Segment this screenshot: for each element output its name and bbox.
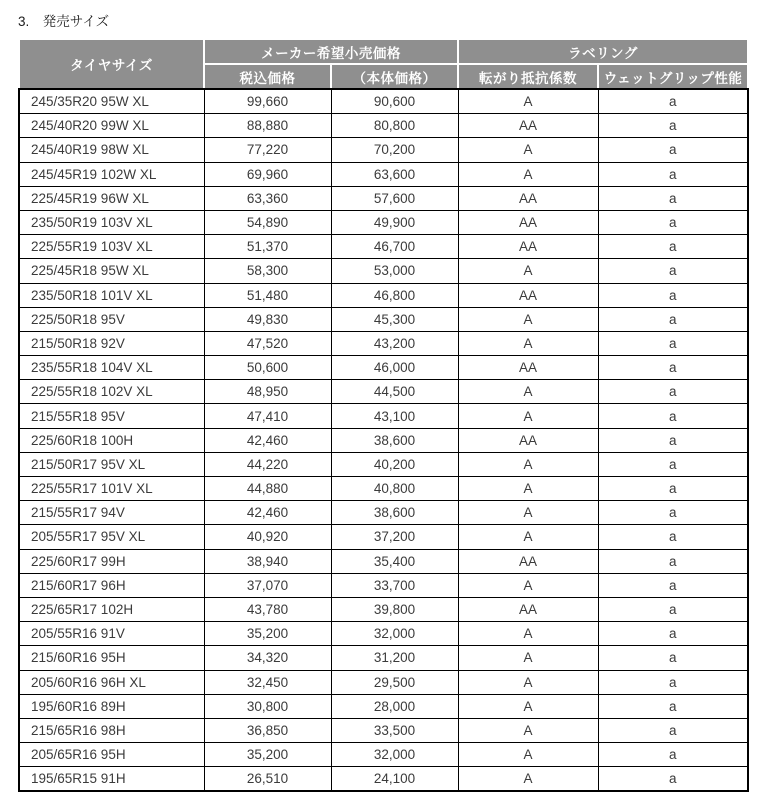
rolling-resistance-cell: AA	[458, 428, 598, 452]
wet-grip-cell: a	[598, 283, 748, 307]
wet-grip-cell: a	[598, 646, 748, 670]
tire-size-cell: 225/60R18 100H	[19, 428, 204, 452]
rolling-resistance-cell: A	[458, 162, 598, 186]
wet-grip-cell: a	[598, 549, 748, 573]
body-price-cell: 40,200	[331, 452, 458, 476]
table-row	[19, 259, 748, 283]
header-group-row	[19, 39, 748, 64]
table-row	[19, 186, 748, 210]
rolling-resistance-cell: AA	[458, 235, 598, 259]
tax-price-cell: 37,070	[204, 573, 331, 597]
body-price-cell: 46,800	[331, 283, 458, 307]
rolling-resistance-cell: AA	[458, 186, 598, 210]
tax-price-cell: 32,450	[204, 670, 331, 694]
body-price-cell: 46,000	[331, 356, 458, 380]
body-price-cell: 45,300	[331, 307, 458, 331]
table-row	[19, 428, 748, 452]
table-row	[19, 477, 748, 501]
tax-price-cell: 35,200	[204, 622, 331, 646]
tire-size-cell: 225/45R18 95W XL	[19, 259, 204, 283]
tax-price-cell: 34,320	[204, 646, 331, 670]
rolling-resistance-cell: A	[458, 331, 598, 355]
wet-grip-cell: a	[598, 501, 748, 525]
table-row	[19, 210, 748, 234]
rolling-resistance-cell: A	[458, 404, 598, 428]
wet-grip-cell: a	[598, 356, 748, 380]
rolling-resistance-cell: A	[458, 89, 598, 114]
table-row	[19, 331, 748, 355]
table-row	[19, 380, 748, 404]
tire-size-cell: 225/50R18 95V	[19, 307, 204, 331]
wet-grip-cell: a	[598, 186, 748, 210]
tax-price-cell: 50,600	[204, 356, 331, 380]
tax-price-cell: 69,960	[204, 162, 331, 186]
wet-grip-cell: a	[598, 162, 748, 186]
wet-grip-cell: a	[598, 89, 748, 114]
body-price-cell: 28,000	[331, 694, 458, 718]
tax-price-cell: 88,880	[204, 114, 331, 138]
tire-size-cell: 205/55R16 91V	[19, 622, 204, 646]
table-row	[19, 138, 748, 162]
table-row	[19, 549, 748, 573]
rolling-resistance-cell: A	[458, 646, 598, 670]
tax-price-cell: 43,780	[204, 597, 331, 621]
tax-price-cell: 63,360	[204, 186, 331, 210]
body-price-cell: 70,200	[331, 138, 458, 162]
table-body	[19, 89, 748, 791]
body-price-cell: 32,000	[331, 743, 458, 767]
tax-price-cell: 47,410	[204, 404, 331, 428]
header-labeling-group: ラベリング	[458, 39, 748, 64]
tax-price-cell: 42,460	[204, 501, 331, 525]
wet-grip-cell: a	[598, 743, 748, 767]
tax-price-cell: 26,510	[204, 767, 331, 792]
table-row	[19, 622, 748, 646]
tax-price-cell: 38,940	[204, 549, 331, 573]
tire-size-cell: 225/55R19 103V XL	[19, 235, 204, 259]
tax-price-cell: 42,460	[204, 428, 331, 452]
rolling-resistance-cell: A	[458, 501, 598, 525]
table-row	[19, 670, 748, 694]
tax-price-cell: 30,800	[204, 694, 331, 718]
body-price-cell: 35,400	[331, 549, 458, 573]
wet-grip-cell: a	[598, 573, 748, 597]
body-price-cell: 46,700	[331, 235, 458, 259]
tire-size-cell: 215/60R16 95H	[19, 646, 204, 670]
tax-price-cell: 40,920	[204, 525, 331, 549]
rolling-resistance-cell: A	[458, 452, 598, 476]
body-price-cell: 43,100	[331, 404, 458, 428]
table-row	[19, 162, 748, 186]
body-price-cell: 40,800	[331, 477, 458, 501]
tire-size-cell: 215/65R16 98H	[19, 718, 204, 742]
tax-price-cell: 44,220	[204, 452, 331, 476]
tire-size-cell: 235/50R18 101V XL	[19, 283, 204, 307]
body-price-cell: 38,600	[331, 428, 458, 452]
rolling-resistance-cell: AA	[458, 597, 598, 621]
table-row	[19, 452, 748, 476]
rolling-resistance-cell: A	[458, 525, 598, 549]
tire-size-cell: 225/60R17 99H	[19, 549, 204, 573]
header-body-price: （本体価格）	[331, 64, 458, 89]
body-price-cell: 37,200	[331, 525, 458, 549]
body-price-cell: 53,000	[331, 259, 458, 283]
tax-price-cell: 47,520	[204, 331, 331, 355]
tire-size-cell: 215/60R17 96H	[19, 573, 204, 597]
header-wet-grip: ウェットグリップ性能	[598, 64, 748, 89]
wet-grip-cell: a	[598, 477, 748, 501]
tire-size-cell: 195/65R15 91H	[19, 767, 204, 792]
rolling-resistance-cell: AA	[458, 356, 598, 380]
tire-size-cell: 245/40R20 99W XL	[19, 114, 204, 138]
table-row	[19, 694, 748, 718]
table-row	[19, 307, 748, 331]
tax-price-cell: 51,480	[204, 283, 331, 307]
tax-price-cell: 48,950	[204, 380, 331, 404]
rolling-resistance-cell: A	[458, 573, 598, 597]
wet-grip-cell: a	[598, 718, 748, 742]
rolling-resistance-cell: A	[458, 694, 598, 718]
table-row	[19, 525, 748, 549]
wet-grip-cell: a	[598, 380, 748, 404]
table-header	[19, 39, 748, 89]
tire-size-cell: 215/55R18 95V	[19, 404, 204, 428]
table-row	[19, 89, 748, 114]
header-tire-size: タイヤサイズ	[19, 39, 204, 89]
body-price-cell: 29,500	[331, 670, 458, 694]
rolling-resistance-cell: A	[458, 307, 598, 331]
tire-size-cell: 195/60R16 89H	[19, 694, 204, 718]
tire-size-cell: 215/55R17 94V	[19, 501, 204, 525]
table-row	[19, 767, 748, 792]
body-price-cell: 44,500	[331, 380, 458, 404]
body-price-cell: 63,600	[331, 162, 458, 186]
wet-grip-cell: a	[598, 525, 748, 549]
tire-size-cell: 225/45R19 96W XL	[19, 186, 204, 210]
tire-size-cell: 235/55R18 104V XL	[19, 356, 204, 380]
tire-size-cell: 225/65R17 102H	[19, 597, 204, 621]
rolling-resistance-cell: A	[458, 670, 598, 694]
wet-grip-cell: a	[598, 452, 748, 476]
body-price-cell: 33,500	[331, 718, 458, 742]
tire-size-cell: 225/55R18 102V XL	[19, 380, 204, 404]
tax-price-cell: 51,370	[204, 235, 331, 259]
page-title: 3. 発売サイズ	[18, 14, 110, 29]
body-price-cell: 90,600	[331, 89, 458, 114]
rolling-resistance-cell: A	[458, 743, 598, 767]
body-price-cell: 31,200	[331, 646, 458, 670]
rolling-resistance-cell: A	[458, 767, 598, 792]
rolling-resistance-cell: A	[458, 622, 598, 646]
rolling-resistance-cell: AA	[458, 549, 598, 573]
rolling-resistance-cell: A	[458, 259, 598, 283]
table-row	[19, 501, 748, 525]
table-row	[19, 573, 748, 597]
table-row	[19, 597, 748, 621]
wet-grip-cell: a	[598, 694, 748, 718]
body-price-cell: 49,900	[331, 210, 458, 234]
wet-grip-cell: a	[598, 210, 748, 234]
table-row	[19, 283, 748, 307]
header-tax-included: 税込価格	[204, 64, 331, 89]
wet-grip-cell: a	[598, 307, 748, 331]
table-row	[19, 743, 748, 767]
tax-price-cell: 36,850	[204, 718, 331, 742]
tire-price-table	[18, 38, 749, 792]
wet-grip-cell: a	[598, 235, 748, 259]
rolling-resistance-cell: A	[458, 477, 598, 501]
wet-grip-cell: a	[598, 138, 748, 162]
rolling-resistance-cell: AA	[458, 210, 598, 234]
wet-grip-cell: a	[598, 622, 748, 646]
table-row	[19, 235, 748, 259]
tax-price-cell: 77,220	[204, 138, 331, 162]
rolling-resistance-cell: AA	[458, 114, 598, 138]
tire-size-cell: 225/55R17 101V XL	[19, 477, 204, 501]
tax-price-cell: 35,200	[204, 743, 331, 767]
tax-price-cell: 99,660	[204, 89, 331, 114]
tire-size-cell: 245/40R19 98W XL	[19, 138, 204, 162]
body-price-cell: 24,100	[331, 767, 458, 792]
tax-price-cell: 49,830	[204, 307, 331, 331]
header-msrp-group: メーカー希望小売価格	[204, 39, 458, 64]
table-row	[19, 114, 748, 138]
wet-grip-cell: a	[598, 670, 748, 694]
wet-grip-cell: a	[598, 331, 748, 355]
tax-price-cell: 54,890	[204, 210, 331, 234]
rolling-resistance-cell: A	[458, 380, 598, 404]
wet-grip-cell: a	[598, 428, 748, 452]
table-row	[19, 718, 748, 742]
wet-grip-cell: a	[598, 597, 748, 621]
body-price-cell: 32,000	[331, 622, 458, 646]
rolling-resistance-cell: A	[458, 718, 598, 742]
tire-size-cell: 205/55R17 95V XL	[19, 525, 204, 549]
body-price-cell: 39,800	[331, 597, 458, 621]
tire-size-cell: 215/50R17 95V XL	[19, 452, 204, 476]
tire-size-cell: 245/45R19 102W XL	[19, 162, 204, 186]
table-row	[19, 404, 748, 428]
tax-price-cell: 44,880	[204, 477, 331, 501]
body-price-cell: 80,800	[331, 114, 458, 138]
rolling-resistance-cell: AA	[458, 283, 598, 307]
tire-size-cell: 245/35R20 95W XL	[19, 89, 204, 114]
body-price-cell: 38,600	[331, 501, 458, 525]
tire-size-cell: 235/50R19 103V XL	[19, 210, 204, 234]
body-price-cell: 43,200	[331, 331, 458, 355]
wet-grip-cell: a	[598, 767, 748, 792]
header-rolling-resistance: 転がり抵抗係数	[458, 64, 598, 89]
body-price-cell: 57,600	[331, 186, 458, 210]
wet-grip-cell: a	[598, 404, 748, 428]
table-row	[19, 646, 748, 670]
table-row	[19, 356, 748, 380]
tax-price-cell: 58,300	[204, 259, 331, 283]
body-price-cell: 33,700	[331, 573, 458, 597]
tire-size-cell: 215/50R18 92V	[19, 331, 204, 355]
wet-grip-cell: a	[598, 114, 748, 138]
tire-size-cell: 205/60R16 96H XL	[19, 670, 204, 694]
rolling-resistance-cell: A	[458, 138, 598, 162]
wet-grip-cell: a	[598, 259, 748, 283]
tire-size-cell: 205/65R16 95H	[19, 743, 204, 767]
